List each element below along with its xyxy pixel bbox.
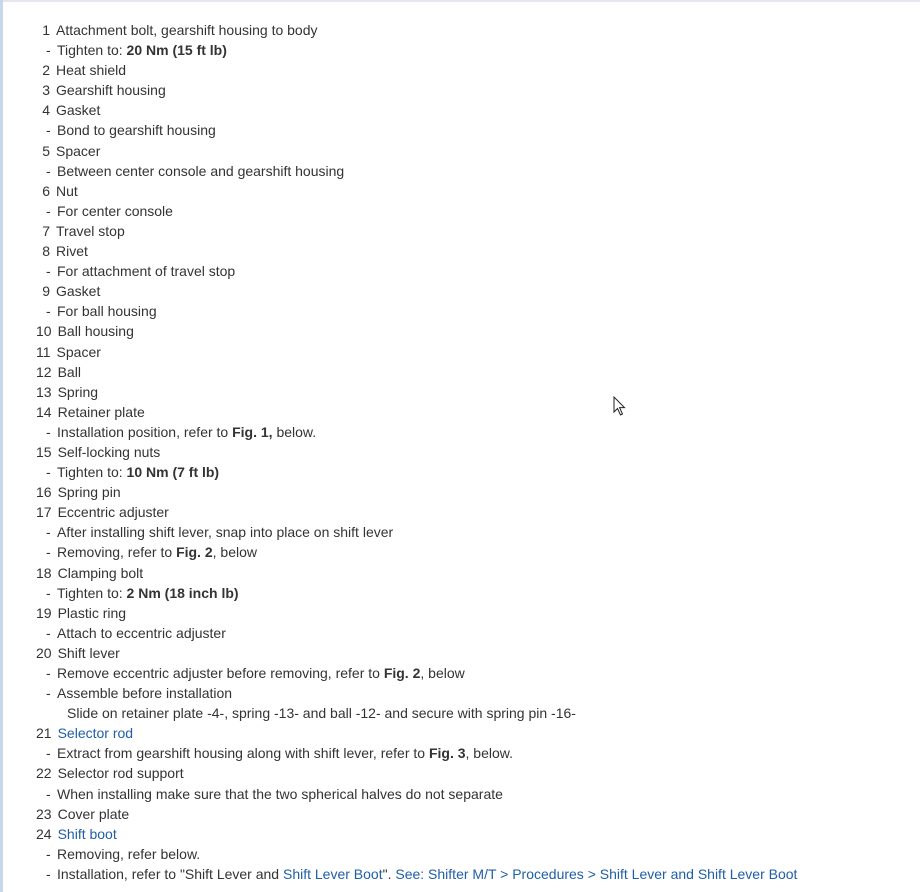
part-number: 23 [36,805,52,822]
note-text: below. [272,423,317,440]
parts-list [30,20,910,884]
part-number: 21 [36,725,52,742]
part-item [30,20,910,40]
note-text: For attachment of travel stop [57,263,236,280]
part-name: Self-locking nuts [57,443,161,460]
part-name: Eccentric adjuster [57,504,169,521]
part-item [30,723,910,743]
note-dash: - [46,303,51,320]
part-note [30,40,910,60]
note-text: , below [420,665,465,681]
note-text: Extract from gearshift housing along with shift lever, refer to [57,745,429,762]
note-text: , below [212,544,257,561]
part-name: Retainer plate [57,403,145,420]
part-item [30,643,910,663]
part-number: 11 [36,343,51,360]
note-text: Tighten to: [57,464,127,481]
part-item [30,603,910,623]
part-number: 14 [36,403,52,420]
part-name: Rivet [56,243,88,260]
part-note [30,623,910,643]
note-dash: - [46,584,51,601]
note-dash: - [46,162,51,179]
note-dash: - [46,785,51,802]
part-note [30,844,910,864]
part-number: 6 [42,182,50,199]
part-item [30,382,910,402]
part-number: 19 [36,604,52,621]
part-item [30,502,910,522]
note-dash: - [46,202,51,219]
part-number: 7 [42,222,50,239]
part-name-link[interactable]: Selector rod [57,725,134,742]
part-number: 3 [42,82,50,99]
note-dash: - [46,665,51,681]
part-name: Ball [57,363,81,380]
note-text: For ball housing [57,303,157,320]
note-dash: - [46,42,51,59]
part-note [30,522,910,542]
assembly-note: Slide on retainer plate -4-, spring -13- and ball -12- and secure with spring pin -16- [67,705,576,722]
part-number: 4 [42,102,50,119]
part-number: 24 [36,825,52,842]
note-text: Assemble before installation [57,685,233,702]
part-number: 16 [36,484,52,501]
part-name: Attachment bolt, gearshift housing to body [56,22,318,38]
part-item [30,763,910,783]
part-name: Clamping bolt [57,564,144,581]
note-dash: - [46,745,51,762]
part-item [30,362,910,382]
part-name: Shift lever [57,644,120,661]
part-name: Gasket [56,102,101,119]
note-text: After installing shift lever, snap into place on shift lever [57,524,394,541]
note-emphasis: Fig. 2 [383,665,421,681]
note-dash: - [46,624,51,641]
top-border [0,0,920,2]
part-item [30,563,910,583]
note-text: Remove eccentric adjuster before removing, refer to [57,665,384,681]
part-note [30,864,910,884]
part-item [30,824,910,844]
note-text: Bond to gearshift housing [57,122,216,139]
note-dash: - [46,263,51,280]
part-item [30,221,910,241]
part-item [30,241,910,261]
part-item [30,342,910,362]
left-border [0,0,3,892]
part-name: Gasket [56,283,101,300]
part-number: 9 [42,283,50,300]
note-link[interactable]: Shift Lever Boot [282,865,383,882]
part-note [30,583,910,603]
part-item [30,804,910,824]
note-text: Installation position, refer to [57,423,233,440]
part-number: 22 [36,765,52,782]
part-item [30,141,910,161]
part-name: Heat shield [56,62,127,79]
part-name: Selector rod support [57,765,184,782]
note-dash: - [46,423,51,440]
note-text: For center console [57,202,173,219]
part-number: 18 [36,564,52,581]
note-text: , below. [465,745,513,762]
part-item [30,482,910,502]
note-emphasis: Fig. 3 [428,745,466,762]
note-dash: - [46,524,51,541]
note-text: Attach to eccentric adjuster [57,624,226,641]
note-emphasis: 2 Nm (18 inch lb) [126,584,239,601]
part-note [30,301,910,321]
note-text: Removing, refer below. [57,845,201,862]
part-number: 20 [36,644,52,661]
note-dash: - [46,464,51,481]
part-note [30,261,910,281]
part-note [30,422,910,442]
part-number: 1 [42,22,50,38]
part-note [30,683,910,703]
part-name: Cover plate [57,805,130,822]
part-item [30,100,910,120]
part-note [30,161,910,181]
part-name: Ball housing [57,323,134,340]
part-number: 12 [36,363,52,380]
note-emphasis: Fig. 1, [232,423,273,440]
part-item [30,442,910,462]
note-dash: - [46,685,51,702]
part-number: 15 [36,443,52,460]
note-emphasis: Fig. 2 [176,544,213,561]
part-note [30,201,910,221]
part-number: 8 [42,243,50,260]
part-number: 2 [42,62,50,79]
part-item [30,402,910,422]
part-name: Nut [56,182,78,199]
note-link[interactable]: See: Shifter M/T > Procedures > Shift Lever and Shift Lever Boot [395,865,798,882]
note-text: Removing, refer to [57,544,177,561]
part-note [30,542,910,562]
part-name: Spring pin [57,484,121,501]
part-number: 5 [42,142,50,159]
part-number: 13 [36,383,52,400]
note-emphasis: 10 Nm (7 ft lb) [126,464,220,481]
note-emphasis: 20 Nm (15 ft lb) [126,42,227,59]
note-text: When installing make sure that the two spherical halves do not separate [57,785,503,802]
part-item [30,181,910,201]
part-name: Plastic ring [57,604,127,621]
part-name: Spacer [56,343,101,360]
note-dash: - [46,122,51,139]
note-text: Tighten to: [57,42,127,59]
part-item [30,60,910,80]
note-text: ". [382,865,396,882]
part-name: Travel stop [56,222,125,239]
part-item [30,281,910,301]
note-text: Installation, refer to "Shift Lever and [57,865,283,882]
part-name: Spacer [56,142,101,159]
note-dash: - [46,865,51,882]
part-name: Spring [57,383,99,400]
part-note [30,462,910,482]
part-item [30,321,910,341]
part-name: Gearshift housing [56,82,166,99]
part-item [30,80,910,100]
note-text: Tighten to: [57,584,127,601]
part-note [30,784,910,804]
part-note [30,743,910,763]
part-note [30,120,910,140]
part-number: 10 [36,323,52,340]
note-dash: - [46,544,51,561]
note-text: Between center console and gearshift housing [57,162,345,179]
part-name-link[interactable]: Shift boot [57,825,117,842]
mouse-cursor-icon [613,396,627,416]
note-dash: - [46,845,51,862]
part-note [30,663,910,683]
part-number: 17 [36,504,52,521]
